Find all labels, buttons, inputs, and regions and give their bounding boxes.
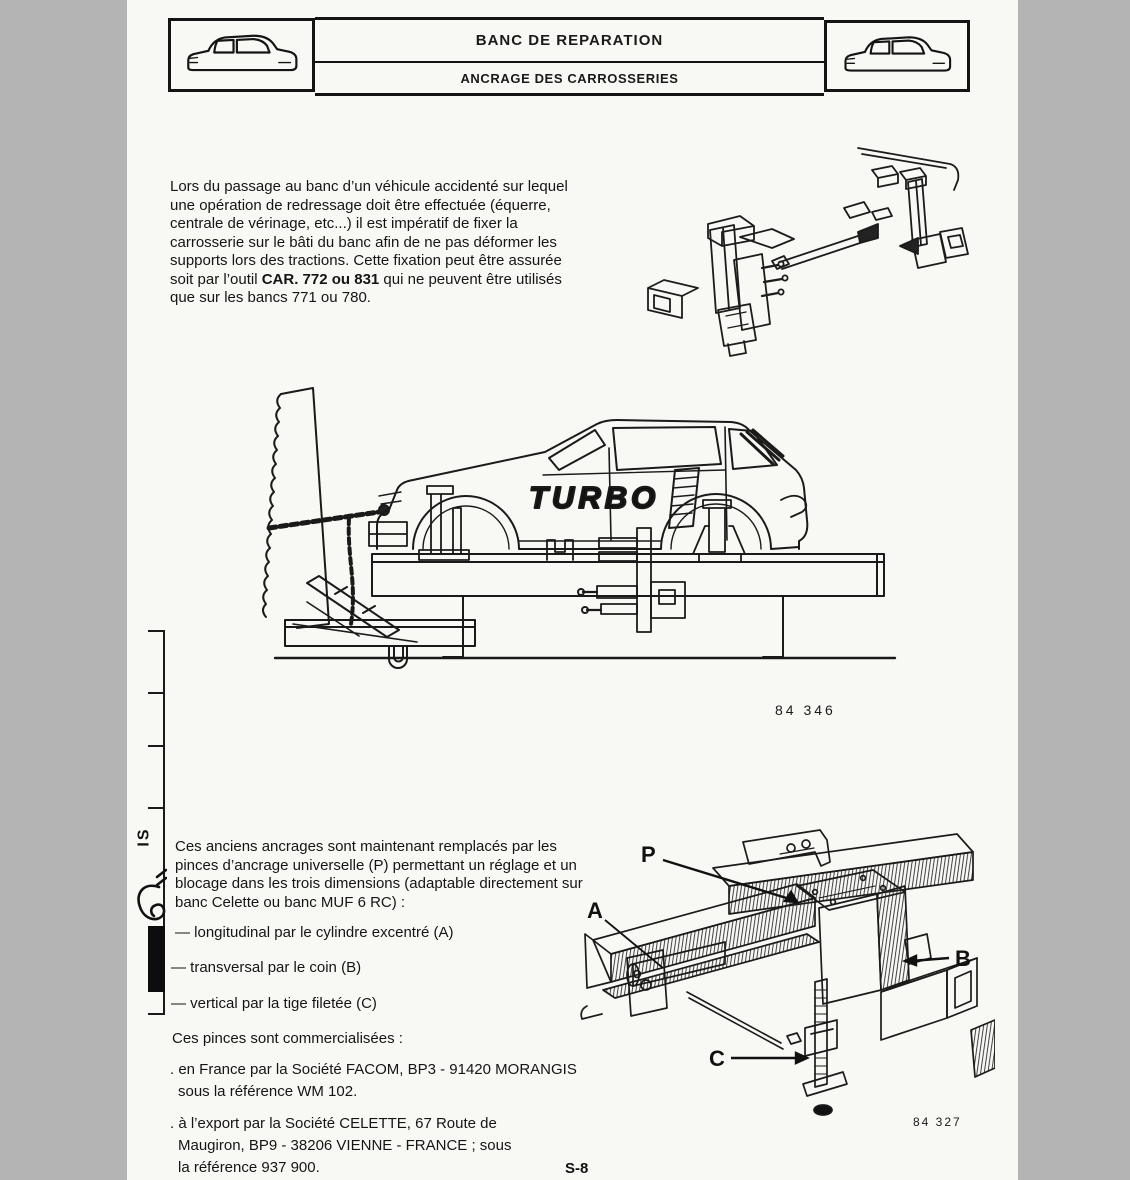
label-c: C [709,1046,725,1071]
margin-stamp-text: IS [135,827,153,847]
bullet-transversal: — transversal par le coin (B) [171,959,362,976]
page-title: BANC DE REPARATION [475,32,664,49]
clamp-figure-caption: 84 327 [913,1115,962,1129]
car-body-icon [174,24,309,86]
car-on-bench-illustration [247,378,907,693]
turbo-marking: TURBO [529,480,660,515]
margin-tick [148,630,164,632]
bullet-vertical: — vertical par la tige filetée (C) [171,995,377,1012]
vendor-export-line2: Maugiron, BP9 - 38206 VIENNE - FRANCE ; sous [178,1137,512,1154]
manual-page [127,0,1018,1180]
header-left-box [168,18,315,92]
label-p: P [641,842,656,867]
vendor-france-line1: . en France par la Société FACOM, BP3 - 91420 MORANGIS [170,1061,577,1078]
intro-text-before: Lors du passage au banc d’un véhicule accidenté sur lequel une opération de redressage doit être effectuée (équerre, centrale de vérinage, etc...) il est impératif de fixer la carrosserie sur le bâti du banc afin de ne pas déformer les supports lors des tractions. Cette fixation peut être assurée soit par l’outil [170,178,568,288]
anchoring-tools-illustration [620,112,980,362]
page-number: S-8 [565,1160,589,1177]
header-right-box [824,20,970,92]
margin-black-block [148,926,165,992]
margin-tick [148,1013,164,1015]
universal-clamp-illustration [575,822,995,1122]
margin-tick [148,745,164,747]
bullet-longitudinal: — longitudinal par le cylindre excentré (A) [175,924,454,941]
margin-tick [148,807,164,809]
margin-handwritten-mark-icon [133,868,167,926]
header-title-block [315,17,824,96]
vendor-france-line2: sous la référence WM 102. [178,1083,358,1100]
bench-figure-caption: 84 346 [775,702,836,718]
car-body-icon [830,26,964,86]
label-a: A [587,898,603,923]
vendor-export-line1: . à l’export par la Société CELETTE, 67 Route de [170,1115,497,1132]
margin-tick [148,692,164,694]
intro-paragraph [170,178,588,308]
vendor-export-line3: la référence 937 900. [178,1159,320,1176]
anchors-paragraph: Ces anciens ancrages sont maintenant remplacés par les pinces d’ancrage universelle (P) permettant un réglage et un blocage dans les trois dimensions (adaptable directement sur banc Celette ou banc MUF 6 RC) : [175,838,583,911]
intro-tool-reference: CAR. 772 ou 831 [261,270,380,288]
availability-line: Ces pinces sont commercialisées : [172,1030,403,1047]
label-b: B [955,946,971,971]
page-subtitle: ANCRAGE DES CARROSSERIES [315,61,824,93]
intro-text-after: qui ne peuvent être utilisés que sur les bancs 771 ou 780. [170,270,562,306]
